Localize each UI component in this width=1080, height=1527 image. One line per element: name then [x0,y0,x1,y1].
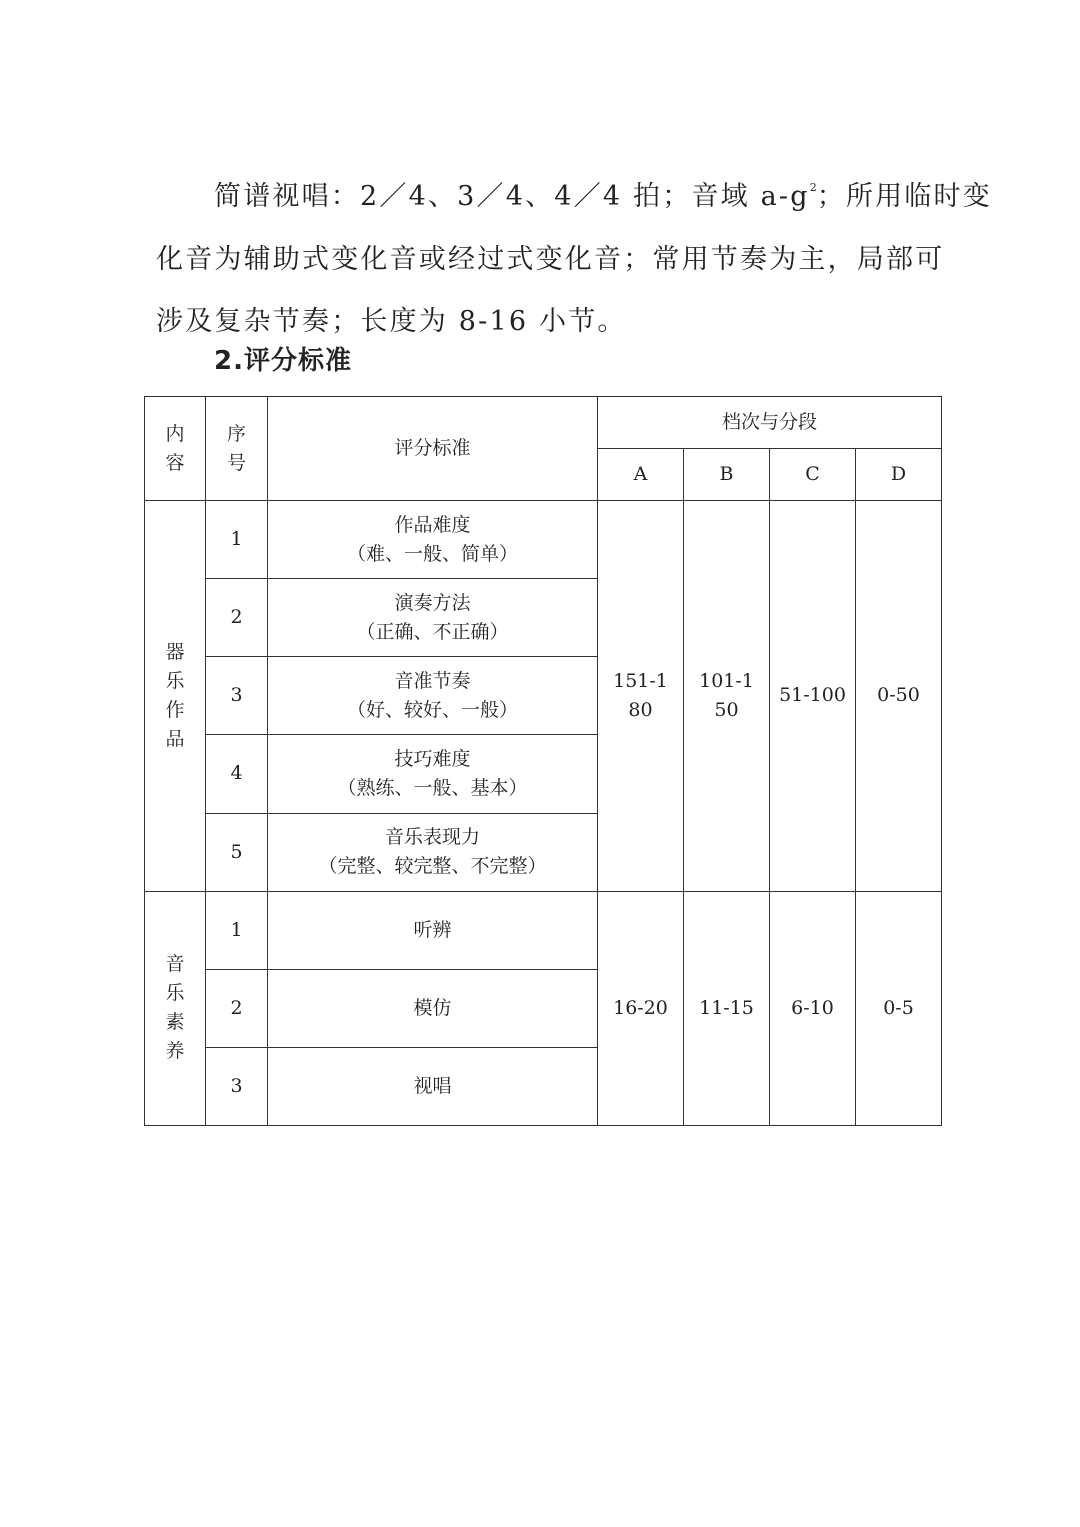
grade-b-score: 11-15 [684,891,770,1125]
criteria-title: 音乐表现力 [384,826,480,849]
header-content: 内容 [145,397,206,501]
range-superscript: 2 [809,181,817,194]
row-index: 2 [206,969,268,1047]
criteria-detail: （正确、不正确） [356,620,509,643]
table-row [145,501,942,579]
criteria-title: 作品难度 [394,513,471,536]
criteria-title: 模仿 [268,969,598,1047]
header-row-1 [145,397,942,449]
header-criteria: 评分标准 [268,397,598,501]
criteria-cell [268,813,598,891]
grade-a-score: 151-180 [598,501,684,891]
row-index: 4 [206,735,268,813]
row-index: 3 [206,657,268,735]
criteria-cell [268,501,598,579]
row-index: 2 [206,579,268,657]
criteria-cell [268,735,598,813]
criteria-cell [268,657,598,735]
group-name-musicianship: 音乐素养 [145,891,206,1125]
section-heading: 2.评分标准 [214,346,352,376]
intro-line-1-suffix: ；所用临时变 [816,181,992,212]
grade-a-score: 16-20 [598,891,684,1125]
criteria-detail: （好、较好、一般） [346,698,518,721]
table-row [145,891,942,969]
header-grade-a: A [598,449,684,501]
intro-line-3: 涉及复杂节奏；长度为 8-16 小节。 [156,306,627,337]
row-index: 3 [206,1047,268,1125]
grade-c-score: 51-100 [770,501,856,891]
criteria-detail: （熟练、一般、基本） [337,776,528,799]
criteria-title: 技巧难度 [394,747,471,770]
criteria-title: 听辨 [268,891,598,969]
criteria-title: 演奏方法 [394,591,471,614]
criteria-detail: （完整、较完整、不完整） [318,855,547,878]
header-grade-d: D [856,449,942,501]
intro-line-1-prefix: 简谱视唱：2／4、3／4、4／4 拍；音域 a-g [214,181,810,212]
header-index: 序号 [206,397,268,501]
row-index: 1 [206,501,268,579]
header-grade-b: B [684,449,770,501]
header-grade-c: C [770,449,856,501]
intro-line-2: 化音为辅助式变化音或经过式变化音；常用节奏为主，局部可 [156,244,945,275]
grade-d-score: 0-50 [856,501,942,891]
row-index: 5 [206,813,268,891]
criteria-title: 音准节奏 [394,669,471,692]
scoring-table [144,396,942,1126]
row-index: 1 [206,891,268,969]
header-grades: 档次与分段 [598,397,942,449]
grade-b-score: 101-150 [684,501,770,891]
intro-line-1 [214,174,1014,213]
criteria-title: 视唱 [268,1047,598,1125]
criteria-detail: （难、一般、简单） [346,542,518,565]
group-name-instrumental: 器乐作品 [145,501,206,891]
criteria-cell [268,579,598,657]
grade-d-score: 0-5 [856,891,942,1125]
grade-c-score: 6-10 [770,891,856,1125]
